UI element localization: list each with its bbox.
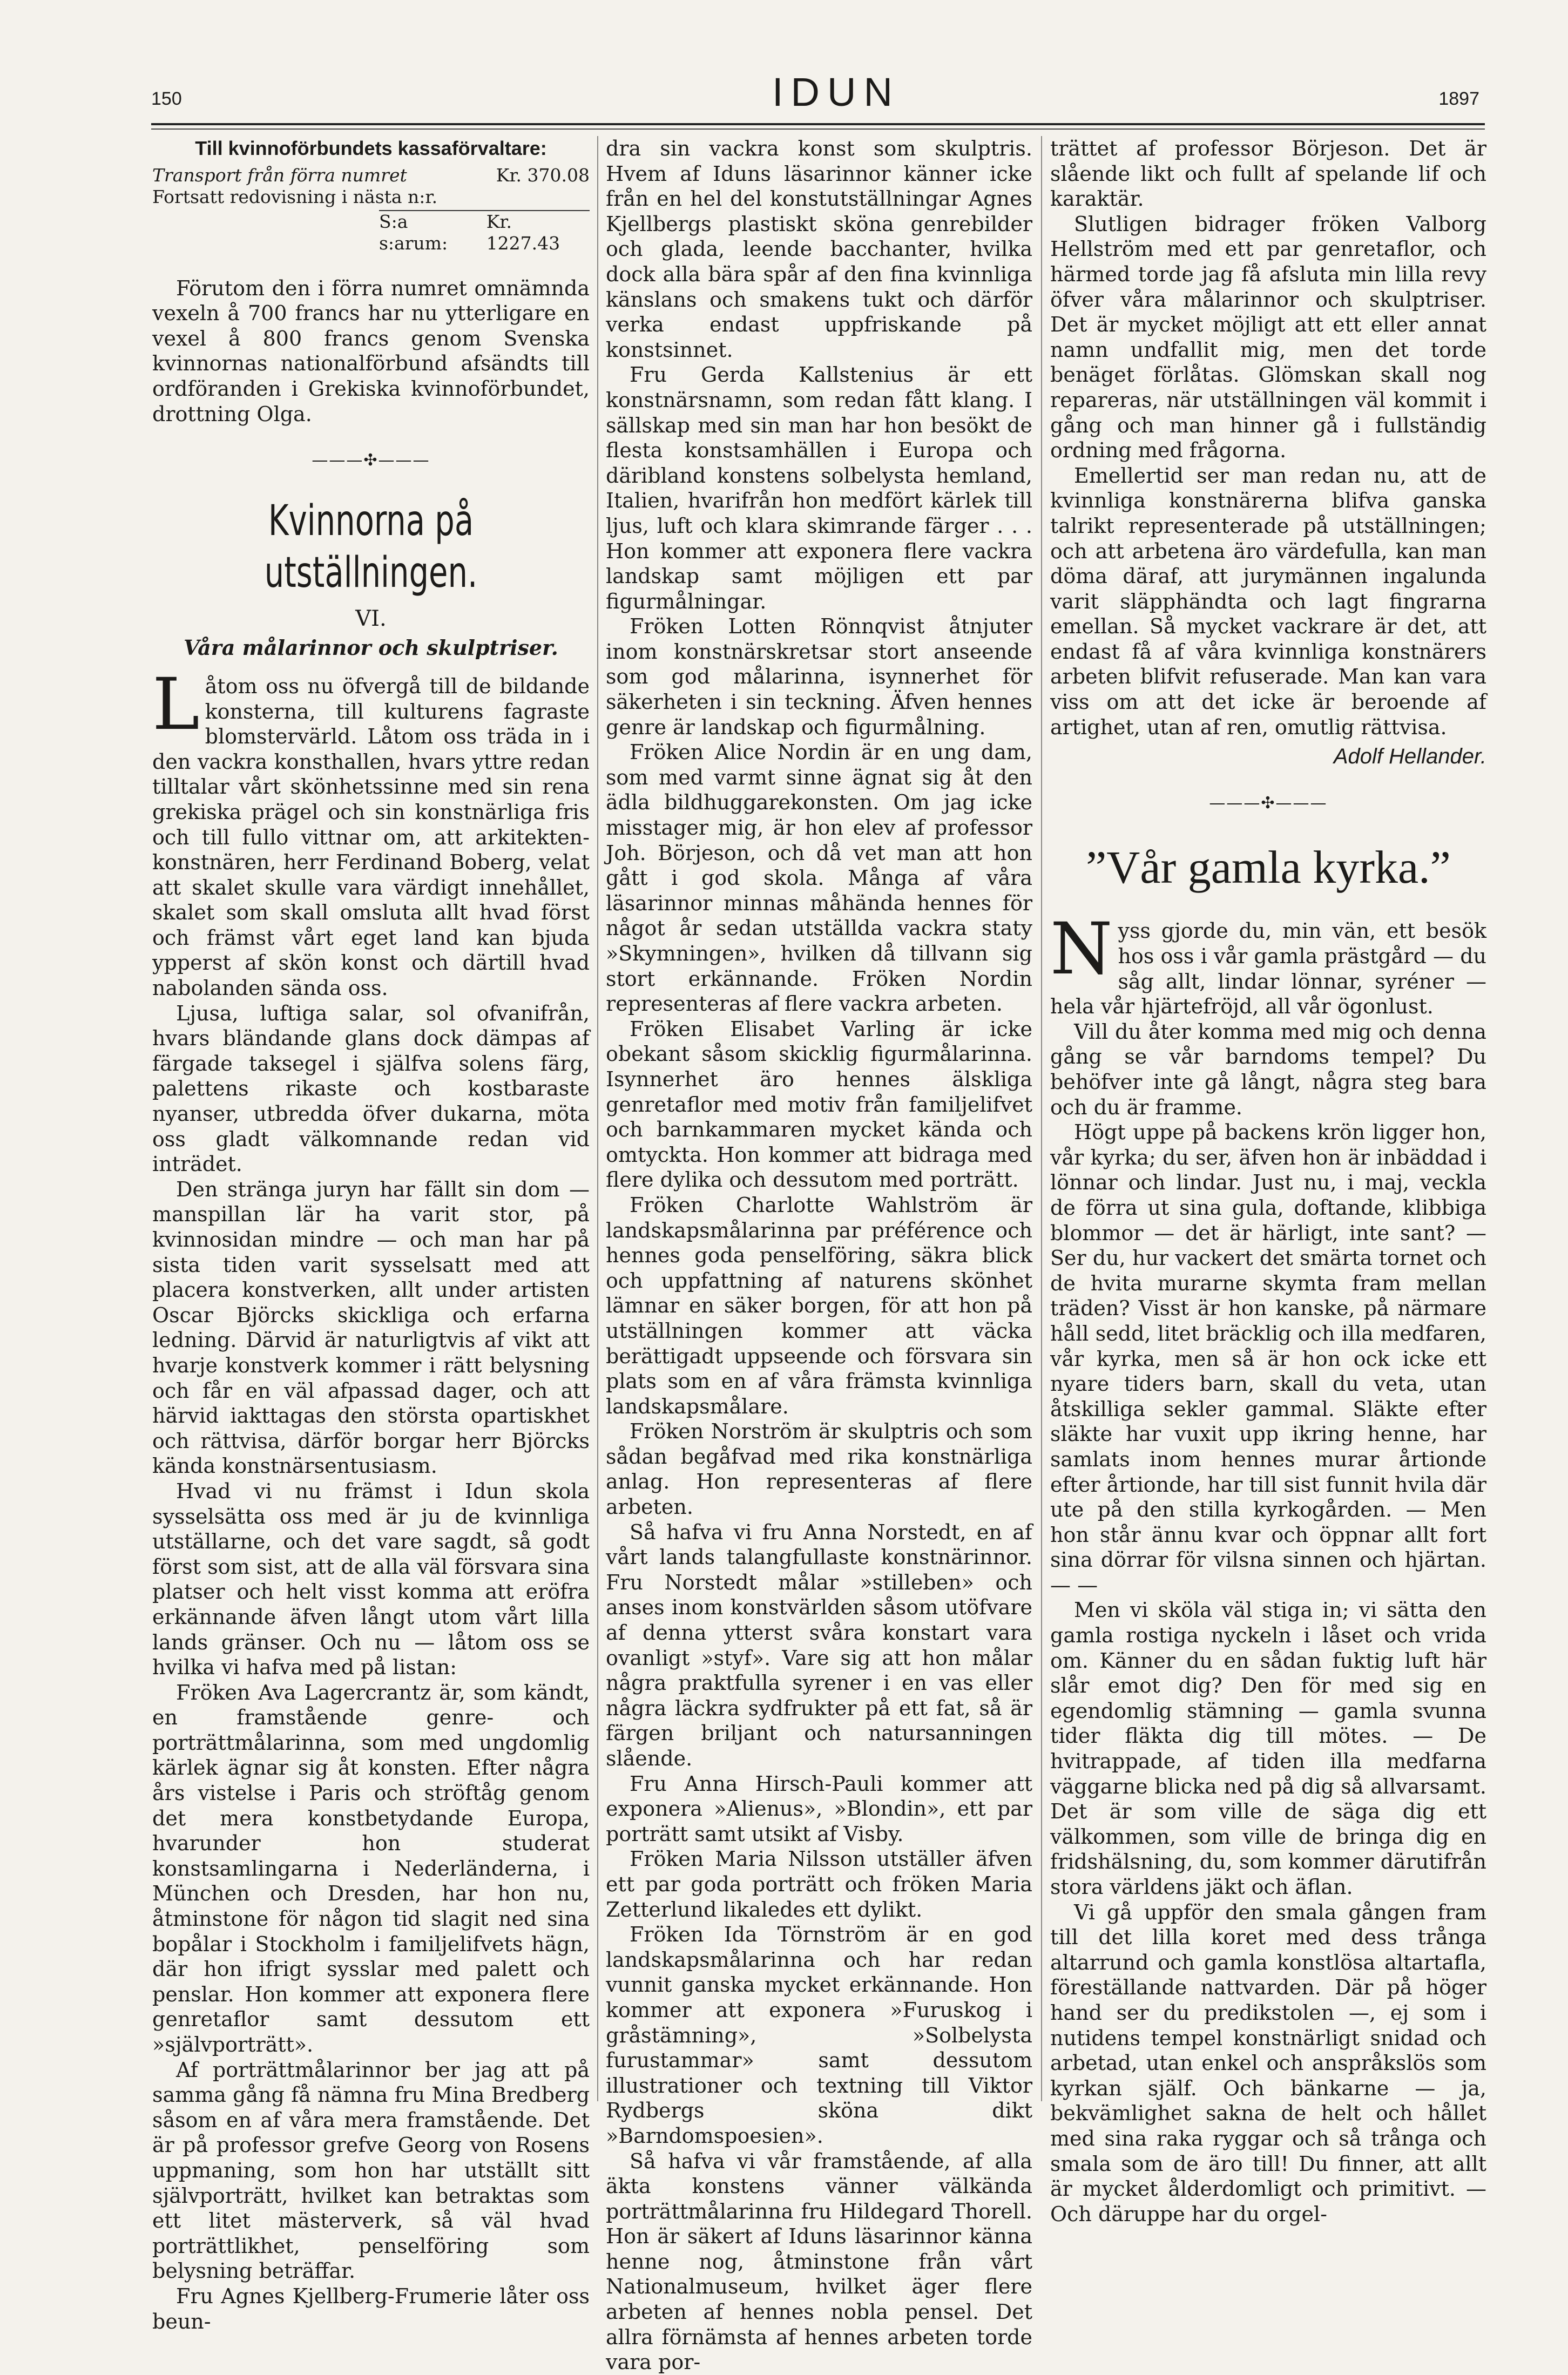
author-signature: Adolf Hellander. — [1333, 745, 1486, 769]
essay-paragraph: Vi gå uppför den smala gången fram till det lilla koret med dess trånga altarrund och gamla konstlösa altartafla, föreställande nattvarden. Där på höger hand ser du predikstolen —, ej som i nutidens tempel konstnärligt snidad och arbetad, utan enkel och anspråkslös som kyrkan själf. Och bänkarne — ja, bekvämlighet sakna de helt och hållet med sina raka ryggar och så trånga och smala som de äro till! Du finner, att allt är mycket ålderdomligt och primitivt. — Och däruppe har du orgel- — [1050, 1900, 1486, 2226]
sum-value: Kr. 1227.43 — [486, 211, 560, 254]
issue-year: 1897 — [1438, 89, 1479, 109]
article-paragraph: Slutligen bidrager fröken Valborg Hellström med ett par genretaflor, och härmed torde jag få afsluta min lilla revy öfver våra målarinnor och skulptriser. Det är mycket möjligt att ett eller annat namn undfallit mig, men det torde benäget förlåtas. Glömskan skall nog repareras, när utställningen väl kommit i gång och man hinner gå i fullständig ordning med frågorna. — [1050, 212, 1486, 463]
page-number: 150 — [151, 89, 182, 109]
article-paragraph: Emellertid ser man redan nu, att de kvinnliga konstnärerna blifva ganska talrikt representerade på utställningen; och att arbetena äro värdefulla, kan man döma däraf, att jurymännen ingalunda varit släpphändta och lagt fingrarna emellan. Så mycket vackrare är det, att endast få af våra kvinnliga konstnärers arbeten blifvit refuserade. Man kan vara viss om att det icke är beroende af artighet, utan af ren, omutlig rättvisa. — [1050, 463, 1486, 739]
ornament-divider: ———✣——— — [1209, 793, 1328, 813]
article-paragraph: Fröken Elisabet Varling är icke obekant såsom skicklig figurmålarinna. Isynnerhet äro hennes älskliga genretaflor med motiv från familjelifvet och barnkammaren mycket kända och omtyckta. Hon kommer att bidraga med flere dylika och dessutom med porträtt. — [606, 1017, 1032, 1192]
column-divider — [597, 136, 598, 2101]
article-subtitle: Våra målarinnor och skulptriser. — [184, 635, 558, 660]
article-paragraph: Så hafva vi fru Anna Norstedt, en af vårt lands talangfullaste konstnärinnor. Fru Norstedt målar »stilleben» och anses inom konstvärlden såsom utöfvare af denna ytterst svåra konstart vara ovanligt »styf». Vare sig att hon målar några praktfulla syrener i en vas eller några läckra sydfrukter på ett fat, så är färgen briljant och natursanningen slående. — [606, 1520, 1032, 1770]
article-paragraph: Fröken Maria Nilsson utställer äfven ett par goda porträtt och fröken Maria Zetterlund likaledes ett dylikt. — [606, 1847, 1032, 1921]
article-title: Kvinnorna på utställningen. — [264, 496, 478, 597]
article-paragraph: Fru Anna Hirsch-Pauli kommer att exponera »Alienus», »Blondin», ett par porträtt samt utsikt af Visby. — [606, 1771, 1032, 1846]
essay-paragraph: Nyss gjorde du, min vän, ett besök hos oss i vår gamla prästgård — du såg allt, lindar lönnar, syréner — hela vår hjärtefröjd, all vår ögonlust. — [1050, 908, 1486, 1019]
essay-paragraph: Men vi sköla väl stiga in; vi sätta den gamla rostiga nyckeln i låset och vrida om. Känner du en sådan fuktig luft här slår emot dig? Den för med sig en egendomlig stämning — gamla svunna tider fläkta dig till mötes. — De hvitrappade, af tiden illa medfarna väggarne blicka ned på dig så allvarsamt. Det är som ville de säga dig ett välkommen, som ville de bringa dig en fridshälsning, du, som kommer därutifrån stora världens jäkt och äflan. — [1050, 1598, 1486, 1899]
essay-paragraph: Högt uppe på backens krön ligger hon, vår kyrka; du ser, äfven hon är inbäddad i lönnar och lindar. Just nu, i maj, veckla de förra ut sina gula, doftande, klibbiga blommor — det är härligt, inte sant? — Ser du, hur vackert det smärta tornet och de hvita murarne skymta fram mellan träden? Visst är hon kanske, på närmare håll sedd, litet bräcklig och illa medfaren, vår kyrka, men så är hon ock icke ett nyare tiders barn, skall du veta, utan åtskilliga sekler gammal. Släkte efter släkte har vuxit upp ikring henne, har samlats inom hennes murar årtionde efter årtionde, har till sist funnit hvila där ute på den stilla kyrkogården. — Men hon står ännu kvar och öppnar allt fort sina dörrar för vilsna sinnen och hjärtan. — — — [1050, 1120, 1486, 1597]
drop-cap: L — [152, 662, 200, 746]
article-paragraph: Ljusa, luftiga salar, sol ofvanifrån, hvars bländande glans dock dämpas af färgade taksegel i själfva solens färg, palettens rikaste och kostbaraste nyanser, utbredda öfver dukarna, möta oss gladt välkomnande redan vid inträdet. — [152, 1001, 590, 1176]
column-2 — [606, 136, 1032, 2374]
article-paragraph: dra sin vackra konst som skulptris. Hvem af Iduns läsarinnor känner icke från en hel del konstutställningar Agnes Kjellbergs plastiskt sköna genrebilder och glada, leende bacchanter, hvilka dock alla bära spår af den fina kvinnliga känslans och smakens tukt och därför verka endast uppfriskande på konstsinnet. — [606, 137, 1032, 362]
essay-title: ”Vår gamla kyrka.” — [1086, 841, 1451, 894]
article-paragraph: Den stränga juryn har fällt sin dom — manspillan lär ha varit stor, på kvinnosidan mindre — och man har på sista tiden varit sysselsatt med att placera konstverken, allt under artisten Oscar Björcks skickliga och erfarna ledning. Därvid är naturligtvis af vikt att hvarje konstverk kommer i rätt belysning och får en väl afpassad dager, och att härvid iakttagas den största opartiskhet och rättvisa, därför borgar herr Björcks kända konstnärsentusiasm. — [152, 1177, 590, 1478]
transport-label: Transport från förra numret — [152, 164, 407, 186]
drop-cap: N — [1050, 908, 1113, 991]
article-paragraph: Fröken Alice Nordin är en ung dam, som med varmt sinne ägnat sig åt den ädla bildhuggarekonsten. Om jag icke misstager mig, är hon elev af professor Joh. Börjeson, och då vet man att hon gått i god skola. Många af våra läsarinnor minnas måhända hennes för något år sedan utställda vackra staty »Skymningen», hvilken då tillvann sig stort erkännande. Fröken Nordin representeras af flere vackra arbeten. — [606, 740, 1032, 1016]
accounts-note: Förutom den i förra numret omnämnda vexeln å 700 francs har nu ytterligare en vexel å 800 francs genom Svenska kvinnornas nationalförbund afsändts till ordföranden i Grekiska kvinnoförbundet, drottning Olga. — [152, 276, 590, 426]
article-part: VI. — [355, 606, 387, 631]
accounts-heading: Till kvinnoförbundets kassaförvaltare: — [195, 137, 547, 159]
article-paragraph: Fröken Charlotte Wahlström är landskapsmålarinna par préférence och hennes goda penselföring, säkra blick och uppfattning af naturens skönhet lämnar en säker borgen, för att hon på utställningen kommer att väcka berättigadt uppseende och försvara sin plats som en af våra främsta kvinnliga landskapsmålare. — [606, 1193, 1032, 1418]
page-header — [151, 64, 1485, 125]
article-paragraph: Så hafva vi vår framstående, af alla äkta konstens vänner välkända porträttmålarinna fru Hildegard Thorell. Hon är säkert af Iduns läsarinnor känna henne nog, åtminstone från vårt Nationalmuseum, hvilket äger flere arbeten af hennes nobla pensel. Det allra förnämsta af hennes arbeten torde vara por- — [606, 2149, 1032, 2374]
sum-line — [379, 210, 590, 254]
column-1 — [152, 136, 590, 2333]
article-paragraph: Fru Gerda Kallstenius är ett konstnärsnamn, som redan fått klang. I sällskap med sin man har hon besökt de flesta konstsamhällen i Europa och däribland konstens solbelysta hemland, Italien, hvarifrån hon medfört kärlek till ljus, luft och klara skimrande färger . . . Hon kommer att exponera flere vackra landskap samt möjligen ett par figurmålningar. — [606, 363, 1032, 613]
column-3 — [1050, 136, 1486, 2226]
article-paragraph: Fröken Ida Törnström är en god landskapsmålarinna och har redan vunnit ganska mycket erkännande. Hon kommer att exponera »Furuskog i gråstämning», »Solbelysta furustammar» samt dessutom illustrationer och textning till Viktor Rydbergs sköna dikt »Barndomspoesien». — [606, 1923, 1032, 2148]
column-divider — [1041, 136, 1042, 2101]
transport-line — [152, 165, 590, 186]
essay-paragraph: Vill du åter komma med mig och denna gång se vår barndoms tempel? Du behöfver inte gå långt, några steg bara och du är framme. — [1050, 1019, 1486, 1119]
magazine-title: IDUN — [772, 70, 900, 114]
article-paragraph: Hvad vi nu främst i Idun skola sysselsätta oss med är ju de kvinnliga utställarne, och det vare sagdt, så godt först som sist, att de alla väl försvara sina platser och helt visst komma att eröfra erkännande äfven långt utom vårt lilla lands gränser. Och nu — låtom oss se hvilka vi hafva med på listan: — [152, 1479, 590, 1680]
article-paragraph: trättet af professor Börjeson. Det är slående likt och fullt af spelande lif och karaktär. — [1050, 137, 1486, 211]
article-paragraph: Fröken Norström är skulptris och som sådan begåfvad med rika konstnärliga anlag. Hon representeras af flere arbeten. — [606, 1419, 1032, 1519]
ornament-divider: ———✣——— — [312, 451, 430, 470]
article-paragraph: Af porträttmålarinnor ber jag att på samma gång få nämna fru Mina Bredberg såsom en af våra mera framstående. Det är på professor grefve Georg von Rosens uppmaning, som hon har utställt sitt självporträtt, hvilket kan betraktas som ett litet mästerverk, så väl hvad porträttlikhet, penselföring som belysning beträffar. — [152, 2058, 590, 2283]
article-paragraph: Låtom oss nu öfvergå till de bildande konsterna, till kulturens fagraste blomstervärld. Låtom oss träda in i den vackra konsthallen, hvars yttre redan tilltalar vårt skönhetssinne med sin rena grekiska prägel och sin konstnärliga fris och till fullo vittnar om, att arkitekten-konstnären, herr Ferdinand Boberg, velat att skalet skulle vara värdigt innehållet, skalet som skall omsluta allt hvad först och främst vårt eget land kan bjuda ypperst af skön konst och därtill hvad nabolanden sända oss. — [152, 662, 590, 1000]
article-paragraph: Fröken Lotten Rönnqvist åtnjuter inom konstnärskretsar stort anseende som god målarinna, isynnerhet för säkerheten i sin teckning. Äfven hennes genre är landskap och figurmålning. — [606, 614, 1032, 739]
sum-label: S:a s:arum: — [379, 211, 448, 254]
article-paragraph: Fru Agnes Kjellberg-Frumerie låter oss beun- — [152, 2284, 590, 2333]
continued-note: Fortsatt redovisning i nästa n:r. — [152, 186, 438, 207]
article-paragraph: Fröken Ava Lagercrantz är, som kändt, en framstående genre- och porträttmålarinna, som med ungdomlig kärlek ägnar sig åt konsten. Efter några års vistelse i Paris och ströftåg genom det mera konstbetydande Europa, hvarunder hon studerat konstsamlingarna i Nederländerna, i München och Dresden, har hon nu, åtminstone för någon tid slagit ned sina bopålar i Stockholm i familjelifvets hägn, där hon ifrigt sysslar med palett och penslar. Hon kommer att exponera flere genretaflor samt dessutom ett »självporträtt». — [152, 1680, 590, 2056]
transport-value: Kr. 370.08 — [496, 164, 590, 186]
